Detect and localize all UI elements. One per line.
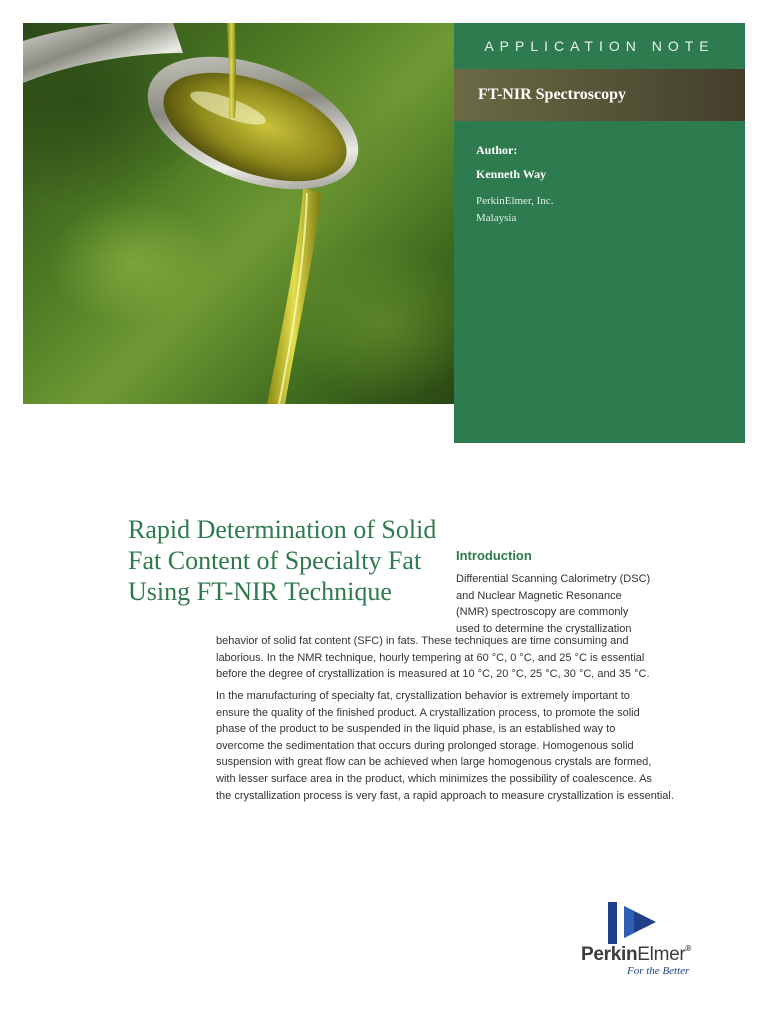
text-line: suspension with great flow can be achieved when large homogenous crystals are formed, <box>216 756 652 769</box>
text-line: with lesser surface area in the product, which minimizes the possibility of coalescence. As <box>216 772 652 785</box>
title-line: Fat Content of Specialty Fat <box>128 546 422 575</box>
text-line: before the degree of crystallization is measured at 10 °C, 20 °C, 25 °C, 30 °C, and 35 °C. <box>216 668 650 681</box>
introduction-heading: Introduction <box>456 548 532 563</box>
perkinelmer-wordmark <box>581 944 691 966</box>
text-line: phase of the product to be suspended in the liquid phase, is an established way to <box>216 723 616 736</box>
text-line: In the manufacturing of specialty fat, crystallization behavior is extremely important to <box>216 690 630 702</box>
hero-image-oil-spoon <box>23 23 454 404</box>
author-label: Author: <box>476 143 518 157</box>
text-line: overcome the sedimentation that occurs during prolonged storage. Homogenous solid <box>216 739 634 752</box>
brand-bold: Perkin <box>581 944 638 965</box>
trademark-symbol: ® <box>685 944 692 953</box>
brand-light: Elmer <box>637 944 686 965</box>
introduction-column-text <box>456 571 656 637</box>
text-line: laborious. In the NMR technique, hourly tempering at 60 °C, 0 °C, and 25 °C is essential <box>216 651 645 664</box>
title-line: Using FT-NIR Technique <box>128 577 392 606</box>
application-note-label: APPLICATION NOTE <box>484 38 715 54</box>
text-line: Differential Scanning Calorimetry (DSC) <box>456 573 651 585</box>
author-name: Kenneth Way <box>476 167 547 181</box>
title-line: Rapid Determination of Solid <box>128 515 437 544</box>
oil-spoon-illustration <box>23 23 454 404</box>
text-line: and Nuclear Magnetic Resonance <box>456 589 622 602</box>
brand-tagline: For the Better <box>627 965 690 977</box>
author-country: Malaysia <box>476 212 517 224</box>
perkinelmer-logo-icon <box>604 902 660 944</box>
category-banner <box>454 69 745 121</box>
author-panel <box>454 121 745 443</box>
text-line: ensure the quality of the finished product. A crystallization process, to promote the solid <box>216 706 640 719</box>
text-line: used to determine the crystallization <box>456 622 632 635</box>
body-paragraph <box>216 688 674 804</box>
text-line: behavior of solid fat content (SFC) in fats. These techniques are time consuming and <box>216 635 629 647</box>
author-company: PerkinElmer, Inc. <box>476 195 554 207</box>
introduction-wide-text <box>216 633 650 683</box>
category-label: FT-NIR Spectroscopy <box>478 86 627 103</box>
application-note-banner <box>454 23 745 69</box>
text-line: the crystallization process is very fast, a rapid approach to measure crystallization is essential. <box>216 789 674 802</box>
document-title <box>128 514 448 607</box>
text-line: (NMR) spectroscopy are commonly <box>456 606 629 618</box>
